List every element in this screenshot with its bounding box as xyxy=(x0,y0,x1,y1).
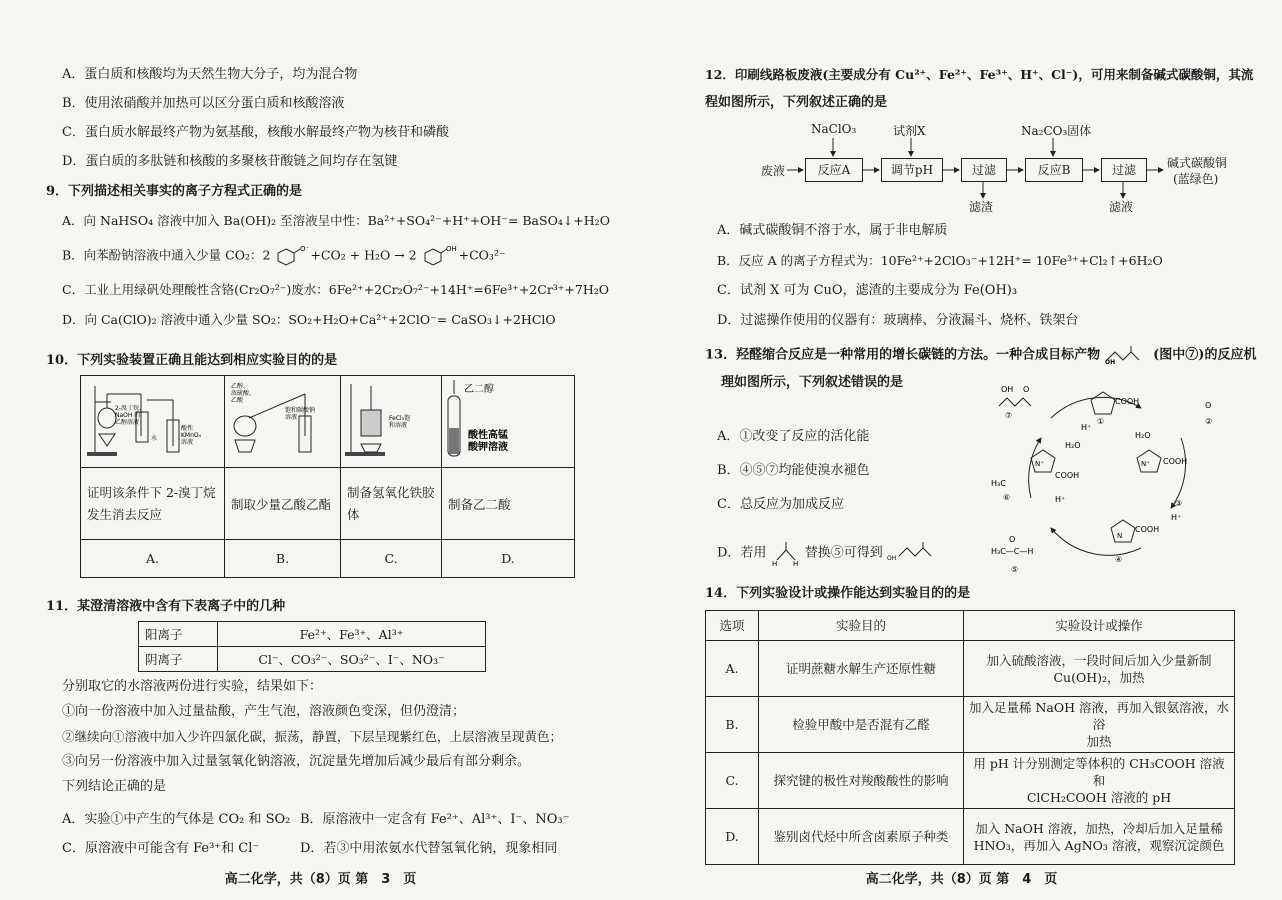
mech-num-2: ② xyxy=(1205,417,1213,426)
label-b1: 乙醇、 xyxy=(231,383,250,390)
mech-o-7: O xyxy=(1023,385,1030,394)
q13-option-c: C．总反应为加成反应 xyxy=(717,497,844,512)
apparatus-a xyxy=(81,376,225,468)
cation-list: Fe²⁺、Fe³⁺、Al³⁺ xyxy=(218,622,486,647)
q8-option-d: D．蛋白质的多肽链和核酸的多聚核苷酸链之间均存在氢键 xyxy=(62,154,398,169)
q13-stem1 xyxy=(705,346,1256,365)
q11-option-b: B．原溶液中一定含有 Fe²⁺、Al³⁺、I⁻、NO₃⁻ xyxy=(300,812,570,827)
cation-label: 阳离子 xyxy=(139,622,218,647)
mech-acetaldehyde-5: H₃C—C—H xyxy=(991,547,1034,556)
flow-start: 废液 xyxy=(761,164,786,178)
q14-row-d xyxy=(706,809,1235,865)
formaldehyde-h1: H xyxy=(771,560,777,568)
flow-step-reaction-a: 反应A xyxy=(805,158,863,182)
phenoxide-structure-icon xyxy=(274,245,310,267)
q9-option-b xyxy=(62,245,506,267)
flow-product: 碱式碳酸铜 xyxy=(1167,156,1228,170)
purpose-d: 制备乙二酸 xyxy=(442,468,575,540)
mech-cooh-4: COOH xyxy=(1135,525,1160,534)
right-page xyxy=(641,0,1282,900)
q10-table xyxy=(80,375,575,578)
q14-row-d-op1: 加入 NaOH 溶液，加热，冷却后加入足量稀 xyxy=(975,820,1223,836)
apparatus-b xyxy=(225,376,341,468)
q9-b-mid: +CO₂ + H₂O → 2 xyxy=(310,247,417,263)
flow-input-na2co3: Na₂CO₃固体 xyxy=(1021,124,1092,138)
label-a7: 溶液 xyxy=(181,439,194,446)
q14-row-c-op xyxy=(964,753,1235,809)
q13-stem1b-text: (图中⑦)的反应机 xyxy=(1153,347,1257,363)
mech-hplus-1: H⁺ xyxy=(1081,423,1092,432)
mech-nplus-3: N⁺ xyxy=(1141,460,1150,468)
mech-o-5: O xyxy=(1009,535,1016,544)
q14-row-c xyxy=(706,753,1235,809)
label-c1: FeCl₃饱 xyxy=(389,415,411,422)
flow-output-filtrate: 滤液 xyxy=(1109,200,1134,214)
footer-left xyxy=(0,868,641,887)
label-d2: 酸性高锰 xyxy=(468,430,508,441)
purpose-c: 制备氢氧化铁胶体 xyxy=(341,468,442,540)
q12-option-b: B．反应 A 的离子方程式为：10Fe²⁺+2ClO₃⁻+12H⁺= 10Fe³⁺+Cl₂↑+6H₂O xyxy=(717,253,1163,268)
q14-row-b-opt: B. xyxy=(706,697,759,753)
mech-cooh-1: COOH xyxy=(1115,397,1140,406)
apparatus-d xyxy=(442,376,575,468)
q14-stem: 14．下列实验设计或操作能达到实验目的的是 xyxy=(705,586,971,601)
q14-row-b xyxy=(706,697,1235,753)
q14-header-goal: 实验目的 xyxy=(759,611,964,641)
label-a4: 水 xyxy=(151,435,158,442)
q14-row-b-goal: 检验甲酸中是否混有乙醛 xyxy=(759,697,964,753)
anion-label: 阴离子 xyxy=(139,647,218,672)
q13-option-a: A．①改变了反应的活化能 xyxy=(717,429,870,444)
q14-header-option: 选项 xyxy=(706,611,759,641)
mech-num-3: ③ xyxy=(1175,499,1183,508)
label-b5: 溶液 xyxy=(285,414,298,421)
q14-row-b-op xyxy=(964,697,1235,753)
label-b4: 饱和碳酸钠 xyxy=(285,407,316,414)
footer-right-text: 高二化学，共（8）页 第 4 页 xyxy=(865,872,1058,887)
q14-row-a-goal: 证明蔗糖水解生产还原性糖 xyxy=(759,641,964,697)
svg-text:OH: OH xyxy=(445,245,457,253)
q9-option-d: D．向 Ca(ClO)₂ 溶液中通入少量 SO₂：SO₂+H₂O+Ca²⁺+2ClO⁻= CaSO₃↓+2HClO xyxy=(62,312,556,327)
q8-option-b: B．使用浓硝酸并加热可以区分蛋白质和核酸溶液 xyxy=(62,96,345,111)
label-a6: KMnO₄ xyxy=(181,432,202,439)
q12-stem1: 12．印刷线路板废液(主要成分有 Cu²⁺、Fe²⁺、Fe³⁺、H⁺、Cl⁻)，可用来制备碱式碳酸铜，其流 xyxy=(705,67,1254,82)
q11-line5: 下列结论正确的是 xyxy=(62,779,167,794)
colloid-apparatus-icon xyxy=(341,376,441,464)
mech-o-2: O xyxy=(1205,401,1212,410)
q9-option-c: C．工业上用绿矾处理酸性含铬(Cr₂O₇²⁻)废水：6Fe²⁺+2Cr₂O₇²⁻+14H⁺=6Fe³⁺+2Cr³⁺+7H₂O xyxy=(62,282,609,297)
footer-left-text: 高二化学，共（8）页 第 3 页 xyxy=(224,872,417,887)
formaldehyde-h2: H xyxy=(792,560,798,568)
esterification-apparatus-icon xyxy=(225,376,340,464)
mech-cooh-6: COOH xyxy=(1055,471,1080,480)
mech-cooh-3: COOH xyxy=(1163,457,1188,466)
q13-option-d xyxy=(717,540,933,566)
q11-option-c: C．原溶液中可能含有 Fe³⁺和 Cl⁻ xyxy=(62,841,260,856)
q12-option-d: D．过滤操作使用的仪器有：玻璃棒、分液漏斗、烧杯、铁架台 xyxy=(717,313,1079,328)
q14-row-a-opt: A. xyxy=(706,641,759,697)
q11-line3: ②继续向①溶液中加入少许四氯化碳，振荡，静置，下层呈现紫红色，上层溶液呈现黄色； xyxy=(62,729,563,744)
q13-d-pre: D．若用 xyxy=(717,545,767,561)
label-a5: 酸性 xyxy=(181,425,194,432)
q11-option-d: D．若③中用浓氨水代替氢氧化钠，现象相同 xyxy=(300,841,558,856)
q9-b-post: +CO₃²⁻ xyxy=(458,247,506,263)
replacement-product-structure-icon xyxy=(887,542,933,564)
target-product-structure-icon xyxy=(1105,346,1149,364)
apparatus-c xyxy=(341,376,442,468)
q14-row-d-goal: 鉴别卤代烃中所含卤素原子种类 xyxy=(759,809,964,865)
footer-right xyxy=(641,868,1282,887)
formaldehyde-structure-icon xyxy=(771,540,801,566)
q14-row-c-op2: ClCH₂COOH 溶液的 pH xyxy=(1026,790,1172,805)
elimination-apparatus-icon xyxy=(81,376,224,464)
target-oh-label: OH xyxy=(1104,359,1115,366)
q9-b-pre: B．向苯酚钠溶液中通入少量 CO₂：2 xyxy=(62,247,271,263)
svg-text:O⁻: O⁻ xyxy=(300,245,310,253)
label-b3: 乙酸 xyxy=(231,397,244,404)
mech-nplus-6: N⁺ xyxy=(1035,460,1044,468)
mech-hplus-3: H⁺ xyxy=(1171,513,1182,522)
mech-num-6: ⑥ xyxy=(1003,493,1011,502)
anion-list: Cl⁻、CO₃²⁻、SO₃²⁻、I⁻、NO₃⁻ xyxy=(218,647,486,672)
letter-a: A. xyxy=(81,540,225,578)
q14-row-c-goal: 探究键的极性对羧酸酸性的影响 xyxy=(759,753,964,809)
purpose-a: 证明该条件下 2-溴丁烷发生消去反应 xyxy=(81,468,225,540)
q9-option-a: A．向 NaHSO₄ 溶液中加入 Ba(OH)₂ 至溶液呈中性：Ba²⁺+SO₄²⁻+H⁺+OH⁻= BaSO₄↓+H₂O xyxy=(62,213,610,228)
q10-stem: 10．下列实验装置正确且能达到相应实验目的的是 xyxy=(46,353,338,368)
q8-option-c: C．蛋白质水解最终产物为氨基酸，核酸水解最终产物为核苷和磷酸 xyxy=(62,125,449,140)
q9-stem: 9．下列描述相关事实的离子方程式正确的是 xyxy=(46,184,303,199)
flow-step-filter-2: 过滤 xyxy=(1101,158,1147,182)
q13-mechanism-diagram xyxy=(991,378,1231,584)
flow-input-naclo3: NaClO₃ xyxy=(811,122,857,136)
q13-stem1-text: 13．羟醛缩合反应是一种常用的增长碳链的方法。一种合成目标产物 xyxy=(705,347,1101,363)
mech-num-7: ⑦ xyxy=(1005,411,1013,420)
q12-option-c: C．试剂 X 可为 CuO，滤渣的主要成分为 Fe(OH)₃ xyxy=(717,283,1018,298)
q11-option-a: A．实验①中产生的气体是 CO₂ 和 SO₂ xyxy=(62,812,291,827)
q13-stem2: 理如图所示，下列叙述错误的是 xyxy=(721,375,904,390)
q14-row-d-op2: HNO₃，再加入 AgNO₃ 溶液，观察沉淀颜色 xyxy=(973,837,1225,853)
mech-ch3-6: H₃C xyxy=(991,479,1006,488)
flow-step-reaction-b: 反应B xyxy=(1025,158,1083,182)
mech-num-1: ① xyxy=(1097,417,1105,426)
letter-b: B. xyxy=(225,540,341,578)
q14-row-a xyxy=(706,641,1235,697)
q11-line1: 分别取它的水溶液两份进行实验，结果如下： xyxy=(62,679,323,694)
q14-row-a-op2: Cu(OH)₂，加热 xyxy=(1053,669,1145,685)
letter-d: D. xyxy=(442,540,575,578)
label-a2: NaOH 的 xyxy=(115,412,141,419)
mech-oh-7: OH xyxy=(1001,385,1014,394)
q14-row-d-op xyxy=(964,809,1235,865)
q14-header-operation: 实验设计或操作 xyxy=(964,611,1235,641)
letter-c: C. xyxy=(341,540,442,578)
q14-row-a-op xyxy=(964,641,1235,697)
q14-row-c-opt: C. xyxy=(706,753,759,809)
label-c2: 和溶液 xyxy=(389,422,408,429)
mech-num-5: ⑤ xyxy=(1011,565,1019,574)
mech-num-4: ④ xyxy=(1115,555,1123,564)
label-b2: 浓硫酸、 xyxy=(231,390,256,397)
replacement-oh-label: OH xyxy=(886,555,897,562)
q14-row-a-op1: 加入硫酸溶液，一段时间后加入少量新制 xyxy=(986,652,1212,668)
flow-input-reagent-x: 试剂X xyxy=(893,124,926,138)
flow-product-note: (蓝绿色) xyxy=(1173,172,1219,186)
q14-row-c-op1: 用 pH 计分别测定等体积的 CH₃COOH 溶液和 xyxy=(973,756,1225,788)
mech-n-4: N xyxy=(1117,532,1123,540)
phenol-structure-icon xyxy=(421,245,455,267)
q12-option-a: A．碱式碳酸铜不溶于水，属于非电解质 xyxy=(717,223,948,238)
q12-stem2: 程如图所示，下列叙述正确的是 xyxy=(705,95,888,110)
q13-d-mid: 替换⑤可得到 xyxy=(804,545,883,561)
label-a1: 2-溴丁烷、 xyxy=(115,405,145,412)
q8-option-a: A．蛋白质和核酸均为天然生物大分子，均为混合物 xyxy=(62,67,358,82)
flow-step-adjust-ph: 调节pH xyxy=(881,158,943,182)
label-a3: 乙醇溶液 xyxy=(115,419,140,426)
q14-table xyxy=(705,610,1235,865)
mech-h2o-6: H₂O xyxy=(1065,441,1081,450)
oxidation-apparatus-icon xyxy=(442,376,574,464)
label-d1: 乙二醇 xyxy=(464,384,494,395)
purpose-b: 制取少量乙酸乙酯 xyxy=(225,468,341,540)
q14-row-b-op2: 加热 xyxy=(1086,734,1112,749)
q14-row-b-op1: 加入足量稀 NaOH 溶液，再加入银氨溶液，水浴 xyxy=(969,700,1229,732)
q11-stem: 11．某澄清溶液中含有下表离子中的几种 xyxy=(46,599,286,614)
q11-line2: ①向一份溶液中加入过量盐酸，产生气泡，溶液颜色变深，但仍澄清； xyxy=(62,704,466,719)
q14-row-d-opt: D. xyxy=(706,809,759,865)
flow-step-filter-1: 过滤 xyxy=(961,158,1007,182)
ion-table xyxy=(138,621,486,672)
mech-h2o-1: H₂O xyxy=(1135,431,1151,440)
flow-output-residue: 滤渣 xyxy=(969,200,994,214)
label-d3: 酸钾溶液 xyxy=(468,442,508,453)
q13-option-b: B．④⑤⑦均能使溴水褪色 xyxy=(717,463,870,478)
mech-hplus-5: H⁺ xyxy=(1055,495,1066,504)
q11-line4: ③向另一份溶液中加入过量氢氧化钠溶液，沉淀量先增加后减少最后有部分剩余。 xyxy=(62,754,531,769)
